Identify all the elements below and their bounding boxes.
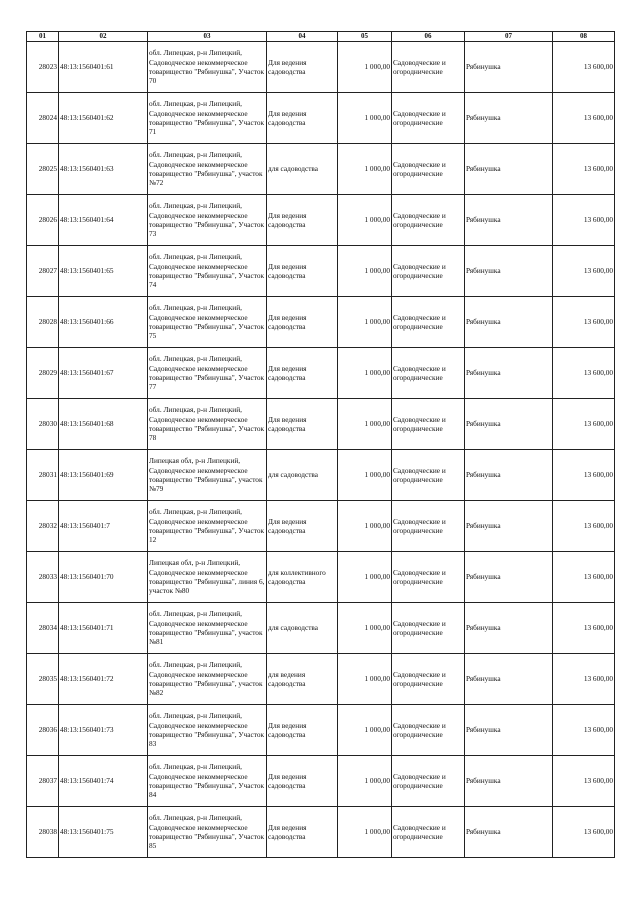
column-header: 06	[392, 32, 465, 42]
cadastral-value-cell: 13 600,00	[553, 603, 615, 654]
land-category-cell: Садоводческие и огороднические	[392, 654, 465, 705]
cadastral-value-cell: 13 600,00	[553, 705, 615, 756]
table-row	[27, 756, 615, 807]
row-number-cell: 28025	[27, 144, 59, 195]
row-number-cell: 28023	[27, 42, 59, 93]
row-number-cell: 28032	[27, 501, 59, 552]
plot-address-text: обл. Липецкая, р-н Липецкий, Садоводческое некоммерческое товарищество "Рябинушка", Участок 83	[149, 711, 265, 749]
row-number-cell: 28038	[27, 807, 59, 858]
plot-address-text: обл. Липецкая, р-н Липецкий, Садоводческое некоммерческое товарищество "Рябинушка", Участок 74	[149, 252, 265, 290]
cadastral-number-cell: 48:13:1560401:73	[59, 705, 148, 756]
permitted-use-cell: Для ведения садоводства	[267, 399, 338, 450]
table-row	[27, 705, 615, 756]
row-number-cell: 28028	[27, 297, 59, 348]
row-number-cell: 28035	[27, 654, 59, 705]
plot-area-cell: 1 000,00	[338, 603, 392, 654]
cadastral-value-cell: 13 600,00	[553, 399, 615, 450]
cadastral-number-cell: 48:13:1560401:75	[59, 807, 148, 858]
plot-area-cell: 1 000,00	[338, 42, 392, 93]
land-category-cell: Садоводческие и огороднические	[392, 807, 465, 858]
plot-address-text: обл. Липецкая, р-н Липецкий, Садоводческое некоммерческое товарищество "Рябинушка", Участок 77	[149, 354, 265, 392]
plot-area-cell: 1 000,00	[338, 297, 392, 348]
cadastral-number-cell: 48:13:1560401:67	[59, 348, 148, 399]
plot-address-cell	[148, 246, 267, 297]
column-header: 03	[148, 32, 267, 42]
table-row	[27, 654, 615, 705]
permitted-use-cell: Для ведения садоводства	[267, 297, 338, 348]
row-number-cell: 28033	[27, 552, 59, 603]
land-category-cell: Садоводческие и огороднические	[392, 756, 465, 807]
table-row	[27, 552, 615, 603]
table-row	[27, 246, 615, 297]
plot-address-cell	[148, 552, 267, 603]
row-number-cell: 28029	[27, 348, 59, 399]
table-row	[27, 399, 615, 450]
partnership-name-cell: Рябинушка	[465, 144, 553, 195]
land-category-cell: Садоводческие и огороднические	[392, 450, 465, 501]
land-category-cell: Садоводческие и огороднические	[392, 501, 465, 552]
partnership-name-cell: Рябинушка	[465, 450, 553, 501]
plot-address-cell	[148, 348, 267, 399]
cadastral-number-cell: 48:13:1560401:72	[59, 654, 148, 705]
row-number-cell: 28031	[27, 450, 59, 501]
land-registry-table	[26, 31, 615, 858]
plot-address-cell	[148, 93, 267, 144]
plot-address-cell	[148, 195, 267, 246]
plot-address-cell	[148, 297, 267, 348]
partnership-name-cell: Рябинушка	[465, 93, 553, 144]
permitted-use-cell: Для ведения садоводства	[267, 756, 338, 807]
plot-area-cell: 1 000,00	[338, 399, 392, 450]
land-category-cell: Садоводческие и огороднические	[392, 552, 465, 603]
cadastral-value-cell: 13 600,00	[553, 654, 615, 705]
table-row	[27, 195, 615, 246]
plot-address-cell	[148, 144, 267, 195]
cadastral-value-cell: 13 600,00	[553, 807, 615, 858]
land-category-cell: Садоводческие и огороднические	[392, 297, 465, 348]
cadastral-number-cell: 48:13:1560401:63	[59, 144, 148, 195]
permitted-use-cell: Для ведения садоводства	[267, 42, 338, 93]
plot-area-cell: 1 000,00	[338, 705, 392, 756]
table-row	[27, 348, 615, 399]
partnership-name-cell: Рябинушка	[465, 297, 553, 348]
header-row	[27, 32, 615, 42]
cadastral-number-cell: 48:13:1560401:70	[59, 552, 148, 603]
cadastral-value-cell: 13 600,00	[553, 450, 615, 501]
cadastral-number-cell: 48:13:1560401:69	[59, 450, 148, 501]
permitted-use-cell: Для ведения садоводства	[267, 705, 338, 756]
plot-address-text: обл. Липецкая, р-н Липецкий, Садоводческое некоммерческое товарищество "Рябинушка", Участок 75	[149, 303, 265, 341]
table-row	[27, 144, 615, 195]
land-category-cell: Садоводческие и огороднические	[392, 195, 465, 246]
plot-address-text: обл. Липецкая, р-н Липецкий, Садоводческое некоммерческое товарищество "Рябинушка", участок №72	[149, 150, 263, 188]
partnership-name-cell: Рябинушка	[465, 603, 553, 654]
permitted-use-cell: для садоводства	[267, 450, 338, 501]
cadastral-value-cell: 13 600,00	[553, 42, 615, 93]
plot-area-cell: 1 000,00	[338, 144, 392, 195]
plot-area-cell: 1 000,00	[338, 93, 392, 144]
plot-area-cell: 1 000,00	[338, 654, 392, 705]
cadastral-number-cell: 48:13:1560401:64	[59, 195, 148, 246]
plot-address-cell	[148, 705, 267, 756]
cadastral-value-cell: 13 600,00	[553, 195, 615, 246]
row-number-cell: 28026	[27, 195, 59, 246]
plot-address-cell	[148, 807, 267, 858]
partnership-name-cell: Рябинушка	[465, 756, 553, 807]
row-number-cell: 28027	[27, 246, 59, 297]
partnership-name-cell: Рябинушка	[465, 807, 553, 858]
land-category-cell: Садоводческие и огороднические	[392, 42, 465, 93]
plot-address-text: Липецкая обл, р-н Липецкий, Садоводческое некоммерческое товарищество "Рябинушка", линия 6, участок №80	[149, 558, 265, 596]
plot-address-cell	[148, 756, 267, 807]
plot-address-cell	[148, 399, 267, 450]
partnership-name-cell: Рябинушка	[465, 501, 553, 552]
permitted-use-cell: для садоводства	[267, 144, 338, 195]
plot-area-cell: 1 000,00	[338, 501, 392, 552]
partnership-name-cell: Рябинушка	[465, 654, 553, 705]
plot-address-text: обл. Липецкая, р-н Липецкий, Садоводческое некоммерческое товарищество "Рябинушка", Участок 84	[149, 762, 265, 800]
permitted-use-cell: Для ведения садоводства	[267, 195, 338, 246]
permitted-use-cell: для садоводства	[267, 603, 338, 654]
row-number-cell: 28037	[27, 756, 59, 807]
column-header: 07	[465, 32, 553, 42]
cadastral-value-cell: 13 600,00	[553, 246, 615, 297]
table-row	[27, 450, 615, 501]
cadastral-number-cell: 48:13:1560401:65	[59, 246, 148, 297]
plot-address-text: обл. Липецкая, р-н Липецкий, Садоводческое некоммерческое товарищество "Рябинушка", Участок 78	[149, 405, 265, 443]
table-row	[27, 93, 615, 144]
cadastral-value-cell: 13 600,00	[553, 756, 615, 807]
plot-address-text: Липецкая обл, р-н Липецкий, Садоводческое некоммерческое товарищество "Рябинушка", участок №79	[149, 456, 263, 494]
cadastral-number-cell: 48:13:1560401:61	[59, 42, 148, 93]
partnership-name-cell: Рябинушка	[465, 705, 553, 756]
plot-address-cell	[148, 42, 267, 93]
permitted-use-cell: Для ведения садоводства	[267, 93, 338, 144]
row-number-cell: 28034	[27, 603, 59, 654]
column-header: 04	[267, 32, 338, 42]
cadastral-value-cell: 13 600,00	[553, 297, 615, 348]
permitted-use-cell: для ведения садоводства	[267, 654, 338, 705]
column-header: 08	[553, 32, 615, 42]
land-category-cell: Садоводческие и огороднические	[392, 246, 465, 297]
plot-address-text: обл. Липецкая, р-н Липецкий, Садоводческое некоммерческое товарищество "Рябинушка", участок №81	[149, 609, 263, 647]
land-category-cell: Садоводческие и огороднические	[392, 348, 465, 399]
plot-address-cell	[148, 501, 267, 552]
plot-address-cell	[148, 654, 267, 705]
permitted-use-cell: для коллективного садоводства	[267, 552, 338, 603]
plot-area-cell: 1 000,00	[338, 246, 392, 297]
cadastral-number-cell: 48:13:1560401:62	[59, 93, 148, 144]
table-row	[27, 603, 615, 654]
cadastral-number-cell: 48:13:1560401:68	[59, 399, 148, 450]
cadastral-number-cell: 48:13:1560401:74	[59, 756, 148, 807]
cadastral-number-cell: 48:13:1560401:71	[59, 603, 148, 654]
plot-address-text: обл. Липецкая, р-н Липецкий, Садоводческое некоммерческое товарищество "Рябинушка", Участок 12	[149, 507, 265, 545]
partnership-name-cell: Рябинушка	[465, 348, 553, 399]
plot-area-cell: 1 000,00	[338, 552, 392, 603]
land-category-cell: Садоводческие и огороднические	[392, 705, 465, 756]
plot-address-cell	[148, 603, 267, 654]
row-number-cell: 28036	[27, 705, 59, 756]
plot-address-text: обл. Липецкая, р-н Липецкий, Садоводческое некоммерческое товарищество "Рябинушка", Участок 85	[149, 813, 265, 851]
plot-address-text: обл. Липецкая, р-н Липецкий, Садоводческое некоммерческое товарищество "Рябинушка", Участок 73	[149, 201, 265, 239]
cadastral-value-cell: 13 600,00	[553, 501, 615, 552]
land-category-cell: Садоводческие и огороднические	[392, 144, 465, 195]
plot-address-text: обл. Липецкая, р-н Липецкий, Садоводческое некоммерческое товарищество "Рябинушка", Участок 71	[149, 99, 265, 137]
permitted-use-cell: Для ведения садоводства	[267, 807, 338, 858]
cadastral-value-cell: 13 600,00	[553, 552, 615, 603]
partnership-name-cell: Рябинушка	[465, 399, 553, 450]
partnership-name-cell: Рябинушка	[465, 195, 553, 246]
cadastral-number-cell: 48:13:1560401:66	[59, 297, 148, 348]
cadastral-value-cell: 13 600,00	[553, 348, 615, 399]
column-header: 05	[338, 32, 392, 42]
plot-address-cell	[148, 450, 267, 501]
cadastral-value-cell: 13 600,00	[553, 93, 615, 144]
plot-area-cell: 1 000,00	[338, 756, 392, 807]
table-row	[27, 501, 615, 552]
land-category-cell: Садоводческие и огороднические	[392, 603, 465, 654]
cadastral-number-cell: 48:13:1560401:7	[59, 501, 148, 552]
plot-area-cell: 1 000,00	[338, 450, 392, 501]
column-header: 01	[27, 32, 59, 42]
plot-address-text: обл. Липецкая, р-н Липецкий, Садоводческое некоммерческое товарищество "Рябинушка", Участок 70	[149, 48, 265, 86]
table-row	[27, 807, 615, 858]
plot-area-cell: 1 000,00	[338, 195, 392, 246]
cadastral-value-cell: 13 600,00	[553, 144, 615, 195]
plot-address-text: обл. Липецкая, р-н Липецкий, Садоводческое некоммерческое товарищество "Рябинушка", участок №82	[149, 660, 263, 698]
partnership-name-cell: Рябинушка	[465, 42, 553, 93]
column-header: 02	[59, 32, 148, 42]
plot-area-cell: 1 000,00	[338, 348, 392, 399]
row-number-cell: 28024	[27, 93, 59, 144]
land-category-cell: Садоводческие и огороднические	[392, 399, 465, 450]
land-category-cell: Садоводческие и огороднические	[392, 93, 465, 144]
partnership-name-cell: Рябинушка	[465, 246, 553, 297]
permitted-use-cell: Для ведения садоводства	[267, 246, 338, 297]
partnership-name-cell: Рябинушка	[465, 552, 553, 603]
permitted-use-cell: Для ведения садоводства	[267, 501, 338, 552]
permitted-use-cell: Для ведения садоводства	[267, 348, 338, 399]
plot-area-cell: 1 000,00	[338, 807, 392, 858]
table-row	[27, 297, 615, 348]
row-number-cell: 28030	[27, 399, 59, 450]
table-row	[27, 42, 615, 93]
